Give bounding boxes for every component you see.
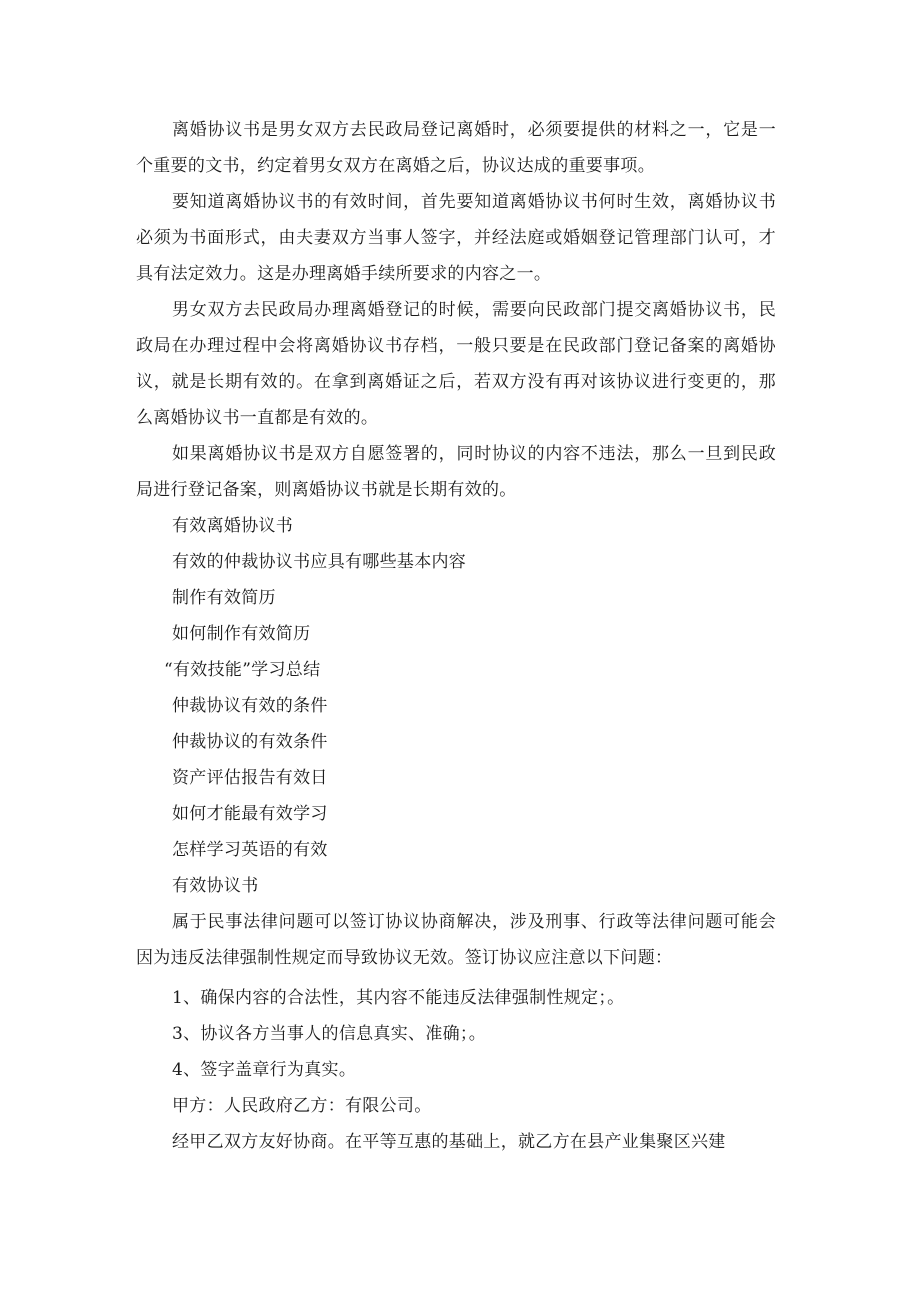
closing-line: 经甲乙双方友好协商。在平等互惠的基础上，就乙方在县产业集聚区兴建 xyxy=(172,1132,726,1152)
validity-paragraph: 要知道离婚协议书的有效时间，首先要知道离婚协议书何时生效，离婚协议书必须为书面形式，由夫妻双方当事人签字，并经法庭或婚姻登记管理部门认可，才具有法定效力。这是办理离婚手续所要求的内容之一。 xyxy=(136,192,776,284)
related-link[interactable]: 有效离婚协议书 xyxy=(172,516,294,536)
parties-line: 甲方：人民政府乙方：有限公司。 xyxy=(172,1096,432,1116)
related-link[interactable]: 如何制作有效简历 xyxy=(172,624,311,644)
notice-item: 1、确保内容的合法性，其内容不能违反法律强制性规定；。 xyxy=(172,988,625,1008)
related-link[interactable]: 怎样学习英语的有效 xyxy=(172,840,328,860)
related-link[interactable]: 有效的仲裁协议书应具有哪些基本内容 xyxy=(172,552,467,572)
related-link[interactable]: 仲裁协议有效的条件 xyxy=(172,696,328,716)
related-link[interactable]: “有效技能”学习总结 xyxy=(164,660,321,680)
notice-paragraph: 属于民事法律问题可以签订协议协商解决，涉及刑事、行政等法律问题可能会因为违反法律强制性规定而导致协议无效。签订协议应注意以下问题： xyxy=(136,912,776,968)
related-link[interactable]: 资产评估报告有效日 xyxy=(172,768,328,788)
voluntary-paragraph: 如果离婚协议书是双方自愿签署的，同时协议的内容不违法，那么一旦到民政局进行登记备案，则离婚协议书就是长期有效的。 xyxy=(136,444,776,500)
registration-paragraph: 男女双方去民政局办理离婚登记的时候，需要向民政部门提交离婚协议书，民政局在办理过程中会将离婚协议书存档，一般只要是在民政部门登记备案的离婚协议，就是长期有效的。在拿到离婚证之后，若双方没有再对该协议进行变更的，那么离婚协议书一直都是有效的。 xyxy=(136,300,776,428)
notice-items xyxy=(136,980,776,1088)
intro-paragraph: 离婚协议书是男女双方去民政局登记离婚时，必须要提供的材料之一，它是一个重要的文书，约定着男女双方在离婚之后，协议达成的重要事项。 xyxy=(136,120,776,176)
related-link[interactable]: 有效协议书 xyxy=(172,876,259,896)
related-links-list xyxy=(136,508,776,904)
notice-item: 3、协议各方当事人的信息真实、准确；。 xyxy=(172,1024,487,1044)
document-body xyxy=(136,112,776,1160)
related-link[interactable]: 仲裁协议的有效条件 xyxy=(172,732,328,752)
related-link[interactable]: 如何才能最有效学习 xyxy=(172,804,328,824)
notice-item: 4、签字盖章行为真实。 xyxy=(172,1060,357,1080)
related-link[interactable]: 制作有效简历 xyxy=(172,588,276,608)
